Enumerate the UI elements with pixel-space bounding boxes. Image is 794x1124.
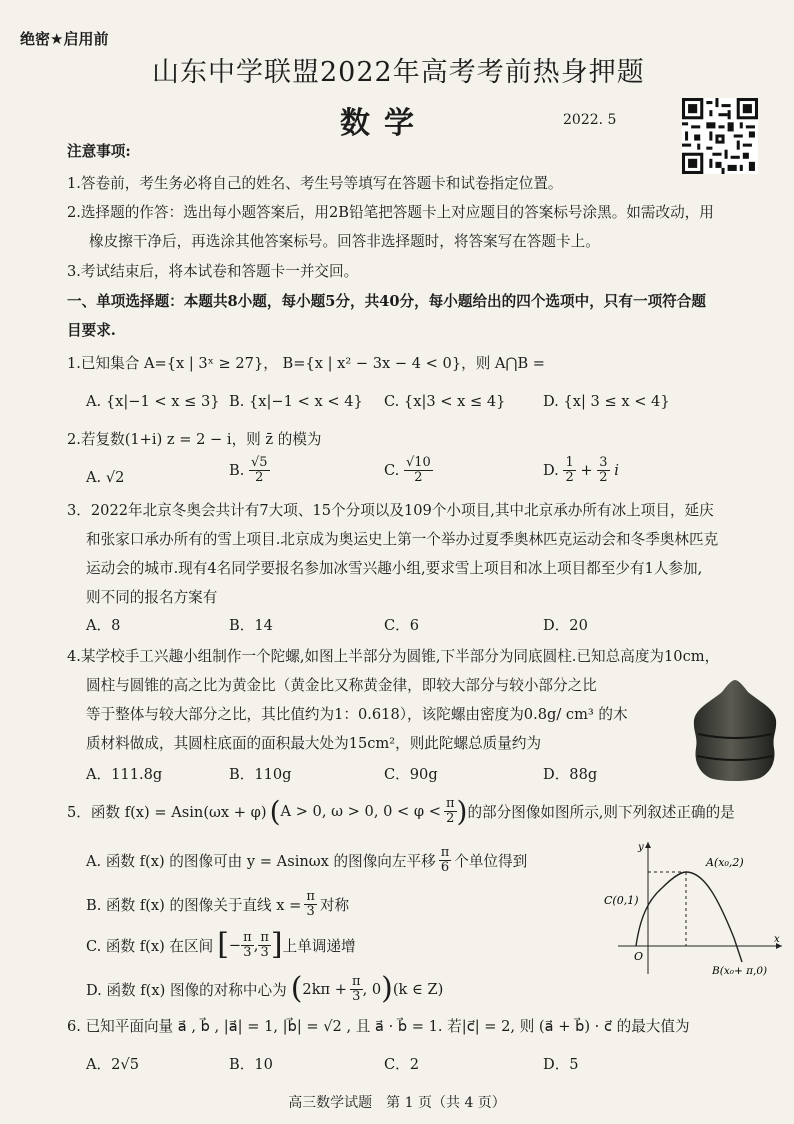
x-axis-label: x — [774, 934, 780, 945]
note-2: 2.选择题的作答：选出每小题答案后，用2B铅笔把答题卡上对应题目的答案标号涂黑。如需改动，用 — [67, 204, 714, 221]
q2-option-a-label: A. — [86, 469, 102, 486]
q5-stem-tail: 的部分图像如图所示,则下列叙述正确的是 — [467, 804, 735, 821]
q2-option-b-fraction — [249, 456, 270, 485]
q5-option-b-text: B. 函数 f(x) 的图像关于直线 x = — [86, 897, 302, 914]
q5-stem-function: 5．函数 f(x) = Asin(ωx + φ) — [67, 804, 267, 821]
exam-date: 2022. 5 — [563, 112, 617, 128]
q4-line-4: 质材料做成，其圆柱底面的面积最大处为15cm²，则此陀螺总质量约为 — [86, 735, 542, 752]
q3-option-c: C．6 — [384, 617, 420, 634]
q5-option-c-text: C. 函数 f(x) 在区间 — [86, 937, 214, 955]
q2-option-b-numerator: √5 — [251, 455, 268, 470]
q5-option-d-tail: (k ∈ Z) — [392, 980, 444, 998]
q4-option-b: B．110g — [229, 766, 292, 783]
q1-option-b: B. {x|−1 < x < 4} — [229, 393, 363, 410]
q5-option-d-numerator: π — [352, 973, 361, 989]
q5-option-d-center: 2kπ + — [302, 980, 348, 998]
notes-heading: 注意事项: — [67, 143, 131, 160]
q5-option-c-denominator-2: 3 — [260, 944, 269, 960]
q5-option-d-text: D. 函数 f(x) 图像的对称中心为 — [86, 981, 287, 999]
q2-option-d-label: D. — [543, 462, 559, 479]
note-3: 3.考试结束后，将本试卷和答题卡一并交回。 — [67, 263, 359, 280]
q3-option-b: B．14 — [229, 617, 273, 634]
q4-line-3: 等于整体与较大部分之比，其比值约为1：0.618），该陀螺由密度为0.8g/ cm³ 的木 — [86, 706, 628, 723]
q5-stem-fraction — [444, 797, 457, 826]
q3-line-3: 运动会的城市.现有4名同学要报名参加冰雪兴趣小组,要求雪上项目和冰上项目都至少有1人参加, — [86, 560, 703, 577]
q1-option-d: D. {x| 3 ≤ x < 4} — [543, 393, 670, 410]
q5-option-c-comma: , — [253, 936, 259, 954]
q5-stem-condition: A > 0, ω > 0, 0 < φ < — [280, 803, 441, 820]
point-b-label: B(x₀+ π,0) — [712, 965, 768, 977]
q5-option-c-fraction-1 — [241, 931, 254, 960]
q3-line-2: 和张家口承办所有的雪上项目.北京成为奥运史上第一个举办过夏季奥林匹克运动会和冬季奥林匹克 — [86, 531, 719, 548]
q2-option-c-denominator: 2 — [414, 470, 423, 485]
q2-option-d-plus: + — [580, 462, 593, 479]
q5-option-d-zero: , 0 — [362, 980, 382, 998]
q5-option-c-denominator-1: 3 — [243, 944, 252, 960]
q5-option-a-tail: 个单位得到 — [454, 853, 528, 870]
q6-stem: 6. 已知平面向量 a⃗ , b⃗ , |a⃗| = 1, |b⃗| = √2 , 且 a⃗ · b⃗ = 1. 若|c⃗| = 2, 则 (a⃗ + b⃗) · c⃗ 的最大值为 — [67, 1018, 690, 1035]
q5-option-c-tail: 上单调递增 — [282, 937, 356, 955]
q2-option-c-label: C. — [384, 462, 400, 479]
q4-option-a: A．111.8g — [86, 766, 163, 783]
point-a-label: A(x₀,2) — [706, 856, 744, 869]
q2-option-d-denominator-1: 2 — [565, 470, 574, 485]
q5-option-c: C. 函数 f(x) 在区间 [ − $\frac{\pi}{3}$ , $\frac{\pi}{3}$ ] 上单调递增 — [86, 927, 356, 962]
q4-option-d: D．88g — [543, 766, 598, 783]
q6-option-a: A．2√5 — [86, 1056, 140, 1073]
q5-option-d-denominator: 3 — [352, 988, 361, 1004]
q3-option-d: D．20 — [543, 617, 588, 634]
section-heading-continued: 目要求. — [67, 322, 116, 339]
note-1: 1.答卷前，考生务必将自己的姓名、考生号等填写在答题卡和试卷指定位置。 — [67, 175, 563, 192]
q5-option-b-denominator: 3 — [306, 904, 315, 919]
confidential-label: 绝密★启用前 — [20, 30, 109, 48]
q5-option-c-numerator-1: π — [243, 929, 252, 945]
q2-option-d — [543, 456, 619, 485]
q2-option-a — [86, 464, 124, 492]
q5-option-c-minus: − — [228, 936, 242, 954]
q2-option-c — [384, 456, 433, 485]
q5-option-b-numerator: π — [306, 889, 315, 904]
q2-option-b — [229, 456, 270, 485]
q5-option-d: D. 函数 f(x) 图像的对称中心为 ( 2kπ + $\frac{\pi}{3}$ , 0 ) (k ∈ Z) — [86, 971, 444, 1006]
subject-title: 数学 — [340, 106, 428, 141]
q2-stem: 2.若复数(1+i) z = 2 − i，则 z̄ 的模为 — [67, 431, 322, 448]
origin-label: O — [634, 950, 644, 963]
q2-option-c-fraction — [404, 456, 433, 485]
q6-option-d: D．5 — [543, 1056, 579, 1073]
q5-option-a-fraction — [439, 846, 452, 875]
sine-function-graph — [604, 838, 786, 978]
q5-option-a-denominator: 6 — [440, 860, 450, 875]
q3-line-1: 3．2022年北京冬奥会共计有7大项、15个分项以及109个小项目,其中北京承办所有冰上项目，延庆 — [67, 502, 714, 519]
q1-option-a: A. {x|−1 < x ≤ 3} — [86, 393, 220, 410]
q4-line-1: 4.某学校手工兴趣小组制作一个陀螺,如图上半部分为圆锥,下半部分为同底圆柱.已知总高度为10cm， — [67, 648, 720, 665]
point-c-label: C(0,1) — [604, 894, 639, 907]
q2-option-d-denominator-2: 2 — [599, 470, 608, 485]
q5-option-c-numerator-2: π — [260, 929, 269, 945]
q2-option-b-denominator: 2 — [255, 470, 264, 485]
q2-option-d-fraction-2 — [597, 456, 609, 485]
q5-option-c-fraction-2 — [258, 931, 271, 960]
note-2-continued: 橡皮擦干净后，再选涂其他答案标号。回答非选择题时，将答案写在答题卡上。 — [89, 233, 600, 250]
q4-line-2: 圆柱与圆锥的高之比为黄金比（黄金比又称黄金律，即较大部分与较小部分之比 — [86, 677, 597, 694]
q5-option-a-numerator: π — [440, 845, 450, 860]
q5-stem-numerator: π — [445, 796, 455, 811]
q2-option-d-numerator-2: 3 — [599, 455, 608, 470]
q6-option-b: B．10 — [229, 1056, 273, 1073]
q1-option-c: C. {x|3 < x ≤ 4} — [384, 393, 506, 410]
sine-curve — [636, 872, 742, 962]
q5-option-b — [86, 890, 349, 919]
spinning-top-photo — [690, 676, 780, 784]
q2-option-d-numerator-1: 1 — [565, 455, 574, 470]
q1-stem: 1.已知集合 A={x | 3ˣ ≥ 27}， B={x | x² − 3x − 4 < 0}，则 A⋂B = — [67, 355, 546, 372]
q2-option-b-label: B. — [229, 462, 245, 479]
y-axis-label: y — [638, 842, 644, 853]
q2-option-c-numerator: √10 — [405, 455, 431, 470]
q3-line-4: 则不同的报名方案有 — [86, 589, 218, 606]
q2-option-d-fraction-1 — [563, 456, 575, 485]
q5-stem-denominator: 2 — [446, 811, 455, 826]
qr-code-icon — [682, 98, 758, 174]
q5-option-a — [86, 846, 527, 875]
q6-option-c: C．2 — [384, 1056, 420, 1073]
q5-stem: 5．函数 f(x) = Asin(ωx + φ) ( A > 0, ω > 0, 0 < φ < $\frac{\pi}{2}$ ) 的部分图像如图所示,则下列叙述正确的是 — [67, 794, 735, 828]
q5-option-b-tail: 对称 — [319, 897, 350, 914]
section-heading: 一、单项选择题：本题共8小题，每小题5分，共40分，每小题给出的四个选项中，只有一项符合题 — [67, 293, 706, 310]
q5-option-b-fraction — [304, 890, 317, 919]
q3-option-a: A．8 — [86, 617, 121, 634]
q2-option-d-imaginary: i — [614, 462, 619, 479]
q5-option-d-fraction — [350, 975, 363, 1004]
exam-title: 山东中学联盟2022年高考考前热身押题 — [152, 57, 645, 88]
q5-option-a-text: A. 函数 f(x) 的图像可由 y = Asinωx 的图像向左平移 — [86, 853, 436, 870]
page-footer: 高三数学试题 第 1 页（共 4 页） — [288, 1095, 506, 1111]
q4-option-c: C．90g — [384, 766, 438, 783]
q2-option-a-value: √2 — [105, 469, 125, 486]
